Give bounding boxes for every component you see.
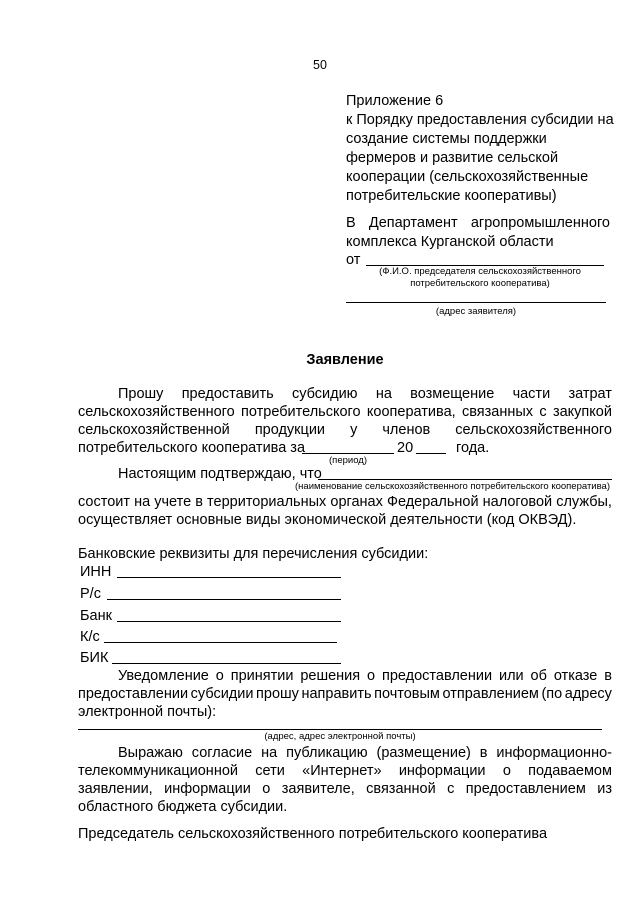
addressee-line-1: В Департамент агропромышленного xyxy=(346,215,610,231)
year-prefix: 20 xyxy=(397,440,414,456)
notification-line-3: электронной почты): xyxy=(78,704,217,720)
notification-line-1: Уведомление о принятии решения о предоставлении или об отказе в xyxy=(118,668,612,684)
consent-line-2: телекоммуникационной сети «Интернет» информации о подаваемом xyxy=(78,763,612,779)
consent-line-1: Выражаю согласие на публикацию (размещение) в информационно- xyxy=(118,745,612,761)
confirm-line-2: состоит на учете в территориальных органах Федеральной налоговой службы, xyxy=(78,494,612,510)
fio-caption: (Ф.И.О. председателя сельскохозяйственного потребительского кооператива) xyxy=(379,266,581,289)
signature-label: Председатель сельскохозяйственного потребительского кооператива xyxy=(78,826,548,842)
bank-field-label-account: Р/с xyxy=(80,586,101,602)
email-address-field-line[interactable] xyxy=(78,729,602,730)
request-line-2: сельскохозяйственного потребительского кооператива, связанных с закупкой xyxy=(78,404,612,420)
from-label: от xyxy=(346,252,361,268)
addressee-line-2: комплекса Курганской области xyxy=(346,234,554,250)
page-number: 50 xyxy=(313,58,327,72)
corr-account-field-line[interactable] xyxy=(104,642,337,643)
appendix-header xyxy=(346,92,616,206)
email-address-caption: (адрес, адрес электронной почты) xyxy=(264,731,416,742)
notification-line-2: предоставлении субсидии прошу направить почтовым отправлением (по адресу xyxy=(78,686,612,702)
bank-field-label-bank: Банк xyxy=(80,608,112,624)
address-caption: (адрес заявителя) xyxy=(435,306,517,317)
account-field-line[interactable] xyxy=(107,599,341,600)
request-line-3: сельскохозяйственной продукции у членов сельскохозяйственного xyxy=(78,422,612,438)
confirm-line-3: осуществляет основные виды экономической деятельности (код ОКВЭД). xyxy=(78,512,577,528)
bank-heading: Банковские реквизиты для перечисления субсидии: xyxy=(78,546,429,562)
appendix-line: кооперации (сельскохозяйственные xyxy=(346,169,589,185)
cooperative-name-field-line[interactable] xyxy=(318,479,612,480)
confirm-prefix: Настоящим подтверждаю, что xyxy=(118,466,322,482)
consent-line-3: заявлении, информации о заявителе, связанной с предоставлением из xyxy=(78,781,612,797)
document-title: Заявление xyxy=(306,352,384,368)
year-field-line[interactable] xyxy=(416,453,446,454)
bank-field-line[interactable] xyxy=(117,621,341,622)
consent-line-4: областного бюджета субсидии. xyxy=(78,799,288,815)
appendix-line: Приложение 6 xyxy=(346,93,444,109)
request-line-4-prefix: потребительского кооператива за xyxy=(78,440,306,456)
appendix-line: потребительские кооперативы) xyxy=(346,188,557,204)
cooperative-name-caption: (наименование сельскохозяйственного потребительского кооператива) xyxy=(295,481,610,492)
bank-field-label-corr-account: К/с xyxy=(80,629,100,645)
appendix-line: к Порядку предоставления субсидии на xyxy=(346,112,614,128)
address-field-line[interactable] xyxy=(346,302,606,303)
appendix-line: создание системы поддержки xyxy=(346,131,547,147)
appendix-line: фермеров и развитие сельской xyxy=(346,150,559,166)
period-field-line[interactable] xyxy=(302,453,394,454)
bank-field-label-bik: БИК xyxy=(80,650,109,666)
bik-field-line[interactable] xyxy=(112,663,341,664)
bank-field-label-inn: ИНН xyxy=(80,564,112,580)
request-line-4-suffix: года. xyxy=(456,440,490,456)
period-caption: (период) xyxy=(329,455,367,466)
request-line-1: Прошу предоставить субсидию на возмещение части затрат xyxy=(118,386,612,402)
inn-field-line[interactable] xyxy=(117,577,341,578)
